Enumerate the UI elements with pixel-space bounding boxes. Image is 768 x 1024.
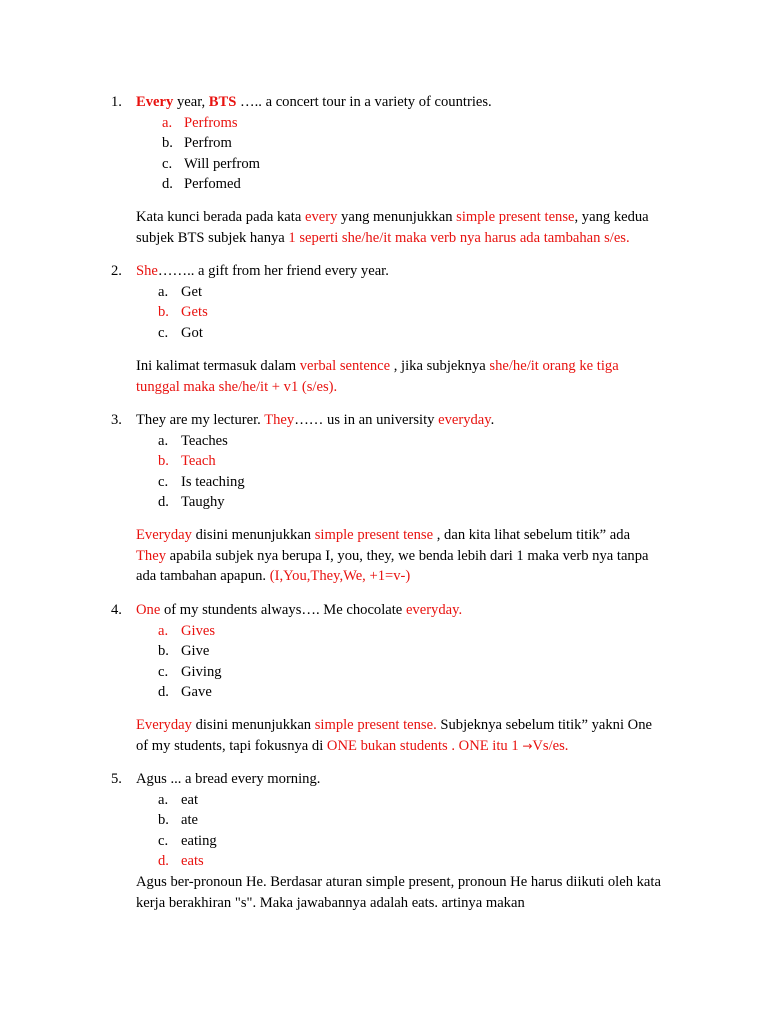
question-stem xyxy=(136,600,462,621)
highlighted-text: ONE bukan students . ONE itu 1 xyxy=(326,737,523,754)
option-letter: d. xyxy=(158,684,169,701)
option-text: Giving xyxy=(181,663,222,680)
text-run: They are my lecturer. xyxy=(136,412,265,428)
highlighted-text: everyday xyxy=(438,412,491,428)
text-run: year, xyxy=(173,94,209,110)
explanation-line xyxy=(136,228,696,249)
highlighted-text: simple present tense xyxy=(456,209,575,225)
explanation-line xyxy=(136,356,696,377)
highlighted-text: They xyxy=(136,547,166,564)
option-letter: b. xyxy=(158,304,169,321)
text-run: ada tambahan apapun. xyxy=(136,568,270,585)
option-letter: c. xyxy=(158,473,169,490)
option-letter: a. xyxy=(158,622,169,639)
text-run: , jika subjeknya xyxy=(390,358,490,374)
text-run: Ini kalimat termasuk dalam xyxy=(136,358,300,374)
question-stem xyxy=(136,261,389,282)
explanation-line xyxy=(136,736,696,757)
explanation xyxy=(136,207,696,248)
option-text: eating xyxy=(181,832,217,849)
text-run: Subjeknya sebelum titik” yakni One xyxy=(436,717,652,733)
option-letter: b. xyxy=(162,135,173,152)
explanation xyxy=(136,525,696,587)
option-letter: a. xyxy=(158,432,169,449)
highlighted-text: 1 seperti she/he/it maka verb nya harus ada tambahan s/es. xyxy=(288,229,630,246)
arrow-right-icon: → xyxy=(522,738,533,753)
option-letter: a. xyxy=(158,791,169,808)
explanation xyxy=(136,356,696,397)
question-number: 3. xyxy=(111,412,122,428)
text-run: Agus ber-pronoun He. Berdasar aturan simple present, pronoun He harus diikuti oleh kata xyxy=(136,874,661,890)
explanation-line xyxy=(136,566,696,587)
option-text: Get xyxy=(181,283,203,300)
explanation-line xyxy=(136,715,696,736)
option-letter: c. xyxy=(158,324,169,341)
text-run: of my students, tapi fokusnya di xyxy=(136,737,327,754)
text-run: disini menunjukkan xyxy=(191,527,315,543)
option-letter: b. xyxy=(158,643,169,660)
highlighted-text: Vs/es. xyxy=(532,737,569,754)
option-letter: a. xyxy=(158,283,169,300)
correct-option-text: eats xyxy=(181,853,204,870)
option-text: Perfrom xyxy=(184,135,232,152)
option-letter: d. xyxy=(158,494,169,511)
text-run: Kata kunci berada pada kata xyxy=(136,209,305,225)
correct-option-text: Gets xyxy=(181,304,208,321)
text-run: of my stundents always…. Me chocolate xyxy=(160,602,406,618)
question-number: 5. xyxy=(111,771,122,787)
text-run: kerja berakhiran "s". Maka jawabannya adalah eats. artinya makan xyxy=(136,894,525,911)
option-letter: d. xyxy=(158,853,169,870)
text-run: ….. a concert tour in a variety of countries. xyxy=(236,94,492,110)
correct-option-text: Gives xyxy=(181,622,216,639)
option-text: Perfomed xyxy=(184,176,241,193)
highlighted-text: simple present tense xyxy=(314,527,434,543)
text-run: . xyxy=(490,412,495,428)
question-number: 2. xyxy=(111,263,122,279)
option-letter: b. xyxy=(158,812,169,829)
highlighted-text: She xyxy=(136,263,158,279)
option-letter: c. xyxy=(158,663,169,680)
option-letter: c. xyxy=(162,155,173,172)
highlighted-text: One xyxy=(136,602,161,618)
explanation-line xyxy=(136,546,696,567)
highlighted-text: every xyxy=(304,209,338,225)
explanation-line xyxy=(136,525,696,546)
correct-option-text: Teach xyxy=(181,453,216,470)
option-text: Will perfrom xyxy=(184,155,261,172)
option-letter: a. xyxy=(162,114,173,131)
text-run: …….. a gift from her friend every year. xyxy=(157,263,389,279)
highlighted-text: simple present tense. xyxy=(314,717,437,733)
explanation-line xyxy=(136,893,696,914)
highlighted-text: Everyday xyxy=(136,717,192,733)
question-stem xyxy=(136,410,494,431)
highlighted-text: everyday. xyxy=(405,602,463,618)
text-run: apabila subjek nya berupa I, you, they, we benda lebih dari 1 maka verb nya tanpa xyxy=(166,547,649,564)
option-text: eat xyxy=(181,791,199,808)
explanation xyxy=(136,715,696,756)
question-number: 4. xyxy=(111,602,122,618)
option-letter: c. xyxy=(158,832,169,849)
option-text: Give xyxy=(181,643,210,660)
question-stem xyxy=(136,769,320,790)
highlighted-text: she/he/it orang ke tiga xyxy=(489,358,619,374)
highlighted-text: Every xyxy=(136,94,174,110)
correct-option-text: Perfroms xyxy=(184,114,238,131)
highlighted-text: Everyday xyxy=(136,527,192,543)
option-letter: b. xyxy=(158,453,169,470)
highlighted-text: They xyxy=(264,412,295,428)
option-letter: d. xyxy=(162,176,173,193)
option-text: Teaches xyxy=(181,432,228,449)
text-run: Agus ... a bread every morning. xyxy=(136,771,321,787)
question-number: 1. xyxy=(111,94,122,110)
option-text: Gave xyxy=(181,684,212,701)
text-run: disini menunjukkan xyxy=(191,717,315,733)
text-run: …… us in an university xyxy=(294,412,439,428)
highlighted-text: BTS xyxy=(208,94,237,110)
option-text: Is teaching xyxy=(181,473,245,490)
explanation-line xyxy=(136,872,696,893)
explanation xyxy=(136,872,696,913)
highlighted-text: tunggal maka she/he/it + v1 (s/es). xyxy=(136,378,338,395)
highlighted-text: verbal sentence xyxy=(299,358,391,374)
question-stem xyxy=(136,92,492,113)
text-run: , dan kita lihat sebelum titik” ada xyxy=(433,527,631,543)
option-text: Taughy xyxy=(181,494,225,511)
option-text: Got xyxy=(181,324,203,341)
explanation-line xyxy=(136,377,696,398)
text-run: , yang kedua xyxy=(574,209,649,225)
option-text: ate xyxy=(181,812,199,829)
text-run: yang menunjukkan xyxy=(337,209,457,225)
highlighted-text: (I,You,They,We, +1=v-) xyxy=(269,568,411,585)
text-run: subjek BTS subjek hanya xyxy=(136,229,289,246)
explanation-line xyxy=(136,207,696,228)
